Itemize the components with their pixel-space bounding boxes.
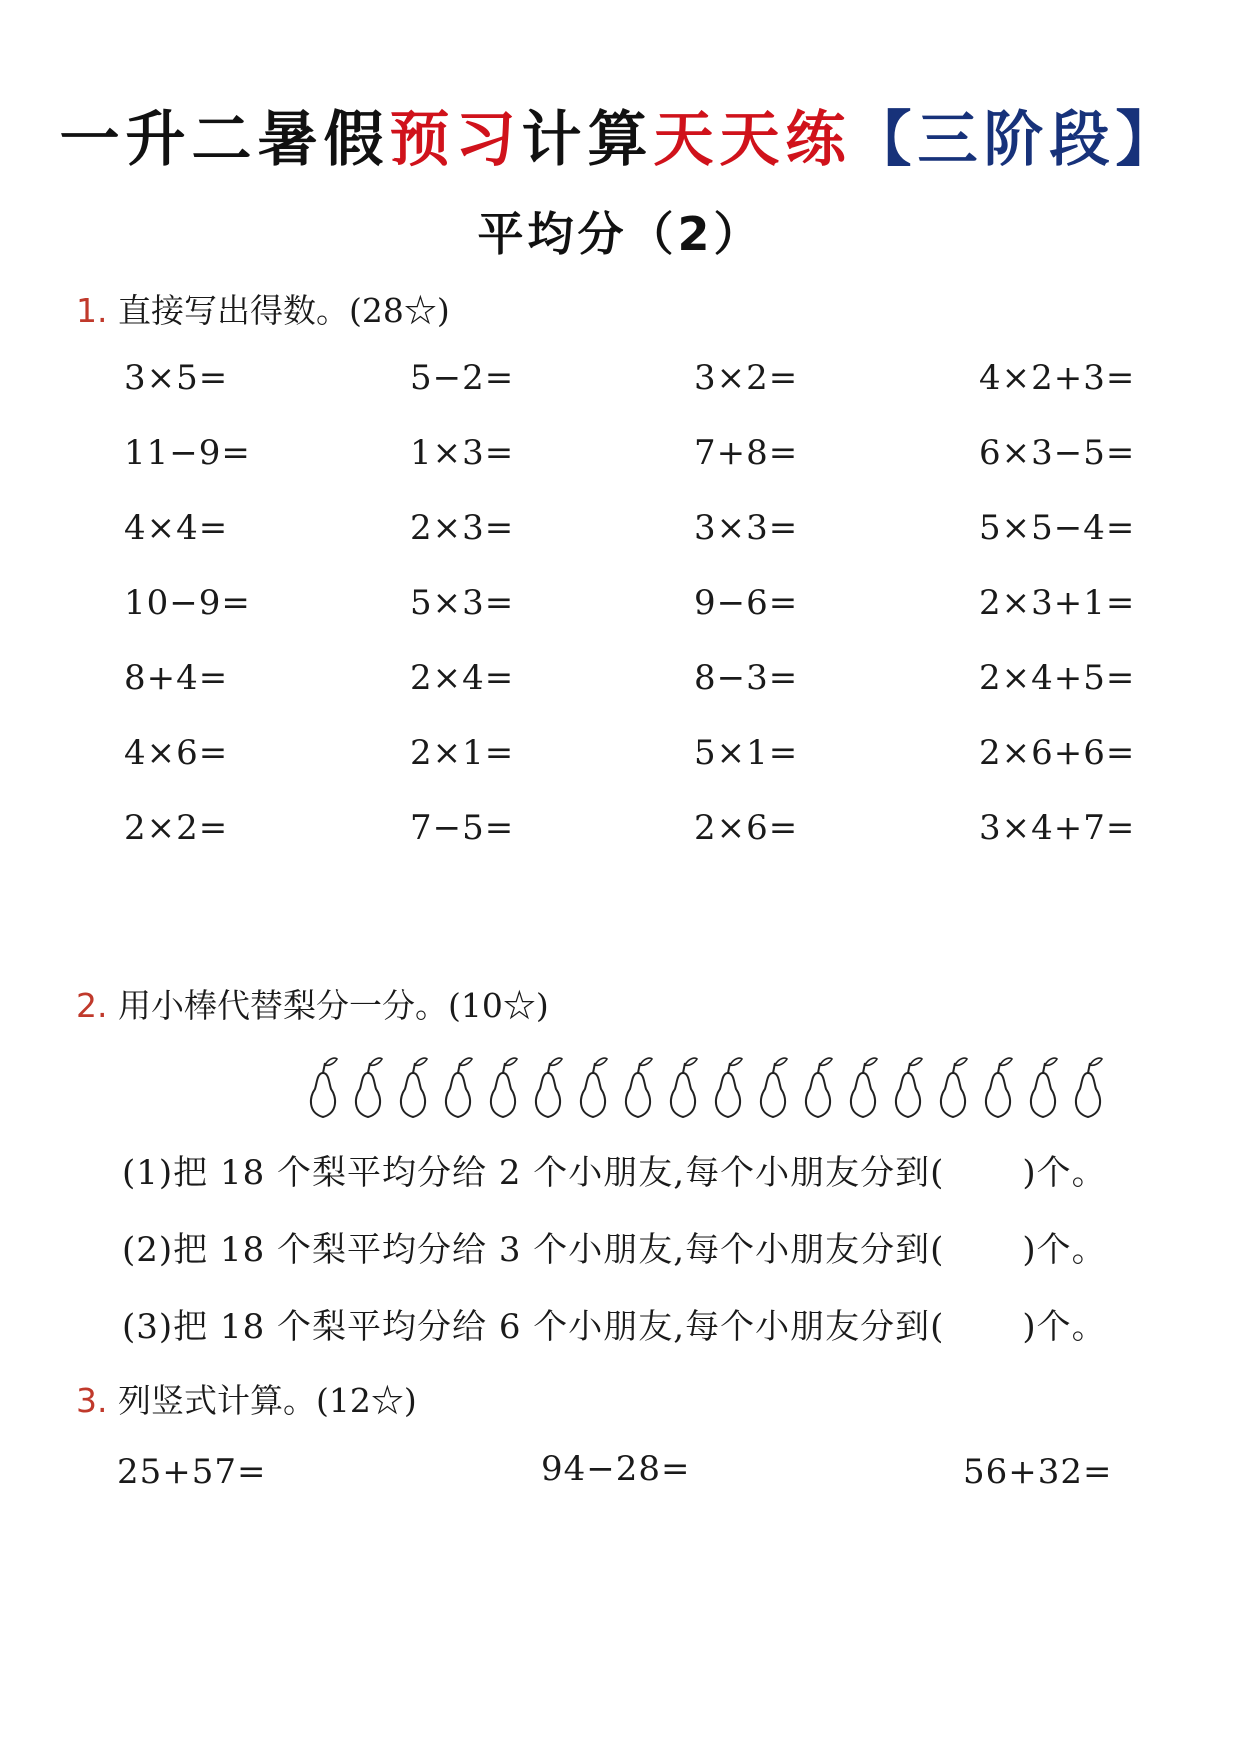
calc-row [124, 433, 1164, 483]
pear-icon [311, 1058, 337, 1117]
question-2-text: (2)把 18 个梨平均分给 3 个小朋友,每个小朋友分到( [122, 1230, 945, 1270]
calc-problem: 5×1= [694, 733, 799, 773]
calc-row [124, 658, 1164, 708]
calc-problem: 11−9= [124, 433, 251, 473]
section-1-heading [76, 285, 450, 332]
pear-icon [671, 1058, 697, 1117]
calc-row [124, 733, 1164, 783]
section-2-title: 用小棒代替梨分一分。(10☆) [118, 986, 549, 1025]
calc-problem: 2×4= [410, 658, 515, 698]
section-2-heading [76, 980, 549, 1027]
calc-problem: 2×1= [410, 733, 515, 773]
pear-icon [851, 1058, 877, 1117]
vertical-calculation-row [0, 1449, 1241, 1502]
calc-problem: 5×3= [410, 583, 515, 623]
calc-problem: 5×5−4= [979, 508, 1136, 548]
calc-problem: 3×2= [694, 358, 799, 398]
calc-problem: 2×6= [694, 808, 799, 848]
pear-icon [1031, 1058, 1057, 1117]
calc-problem: 8−3= [694, 658, 799, 698]
lesson-subtitle: 平均分（2） [477, 207, 764, 261]
calc-problem: 2×2= [124, 808, 229, 848]
pear-icon [806, 1058, 832, 1117]
title-part-preview: 预习 [389, 105, 522, 175]
question-3 [122, 1299, 1107, 1348]
title-part-grade: 一升二暑假 [59, 105, 390, 175]
section-3-heading [76, 1375, 417, 1422]
section-3-number: 3. [76, 1381, 108, 1420]
title-part-calc: 计算 [521, 105, 654, 175]
calc-problem: 7+8= [694, 433, 799, 473]
calc-problem: 3×5= [124, 358, 229, 398]
calc-problem: 2×6+6= [979, 733, 1136, 773]
calc-problem: 7−5= [410, 808, 515, 848]
pear-icon [536, 1058, 562, 1117]
calc-row [124, 358, 1164, 408]
question-3-text: (3)把 18 个梨平均分给 6 个小朋友,每个小朋友分到( [122, 1307, 945, 1347]
calc-problem: 6×3−5= [979, 433, 1136, 473]
section-1-number: 1. [76, 291, 108, 330]
calc-row [124, 583, 1164, 633]
calc-row [124, 808, 1164, 858]
pear-icon [626, 1058, 652, 1117]
pear-icon [761, 1058, 787, 1117]
pear-icon [401, 1058, 427, 1117]
vertical-problem-1: 25+57= [117, 1452, 267, 1492]
calc-problem: 3×3= [694, 508, 799, 548]
title-part-stage: 【三阶段】 [851, 105, 1182, 175]
calc-problem: 1×3= [410, 433, 515, 473]
section-1-title: 直接写出得数。(28☆) [118, 291, 450, 330]
section-3-title: 列竖式计算。(12☆) [118, 1381, 417, 1420]
pear-icon [491, 1058, 517, 1117]
pear-icon [446, 1058, 472, 1117]
calc-problem: 2×3= [410, 508, 515, 548]
question-1-suffix: )个。 [1022, 1153, 1107, 1193]
calc-problem: 4×6= [124, 733, 229, 773]
pear-icon [986, 1058, 1012, 1117]
worksheet-title [0, 92, 1241, 178]
question-2-suffix: )个。 [1022, 1230, 1107, 1270]
pear-icon [896, 1058, 922, 1117]
calc-problem: 2×4+5= [979, 658, 1136, 698]
calc-problem: 10−9= [124, 583, 251, 623]
question-1-text: (1)把 18 个梨平均分给 2 个小朋友,每个小朋友分到( [122, 1153, 945, 1193]
title-part-daily: 天天练 [653, 105, 852, 175]
vertical-problem-3: 56+32= [963, 1452, 1113, 1492]
calc-problem: 4×2+3= [979, 358, 1136, 398]
pear-icon [356, 1058, 382, 1117]
calc-problem: 4×4= [124, 508, 229, 548]
question-2 [122, 1222, 1107, 1271]
pear-icon [941, 1058, 967, 1117]
calc-problem: 8+4= [124, 658, 229, 698]
pear-icon [716, 1058, 742, 1117]
vertical-problem-2: 94−28= [541, 1449, 691, 1489]
pear-row [295, 1055, 1115, 1125]
question-1 [122, 1145, 1107, 1194]
calc-problem: 2×3+1= [979, 583, 1136, 623]
calc-row [124, 508, 1164, 558]
pear-icon [581, 1058, 607, 1117]
calc-problem: 5−2= [410, 358, 515, 398]
calc-problem: 3×4+7= [979, 808, 1136, 848]
question-3-suffix: )个。 [1022, 1307, 1107, 1347]
pear-icon [1076, 1058, 1102, 1117]
calc-problem: 9−6= [694, 583, 799, 623]
section-2-number: 2. [76, 986, 108, 1025]
